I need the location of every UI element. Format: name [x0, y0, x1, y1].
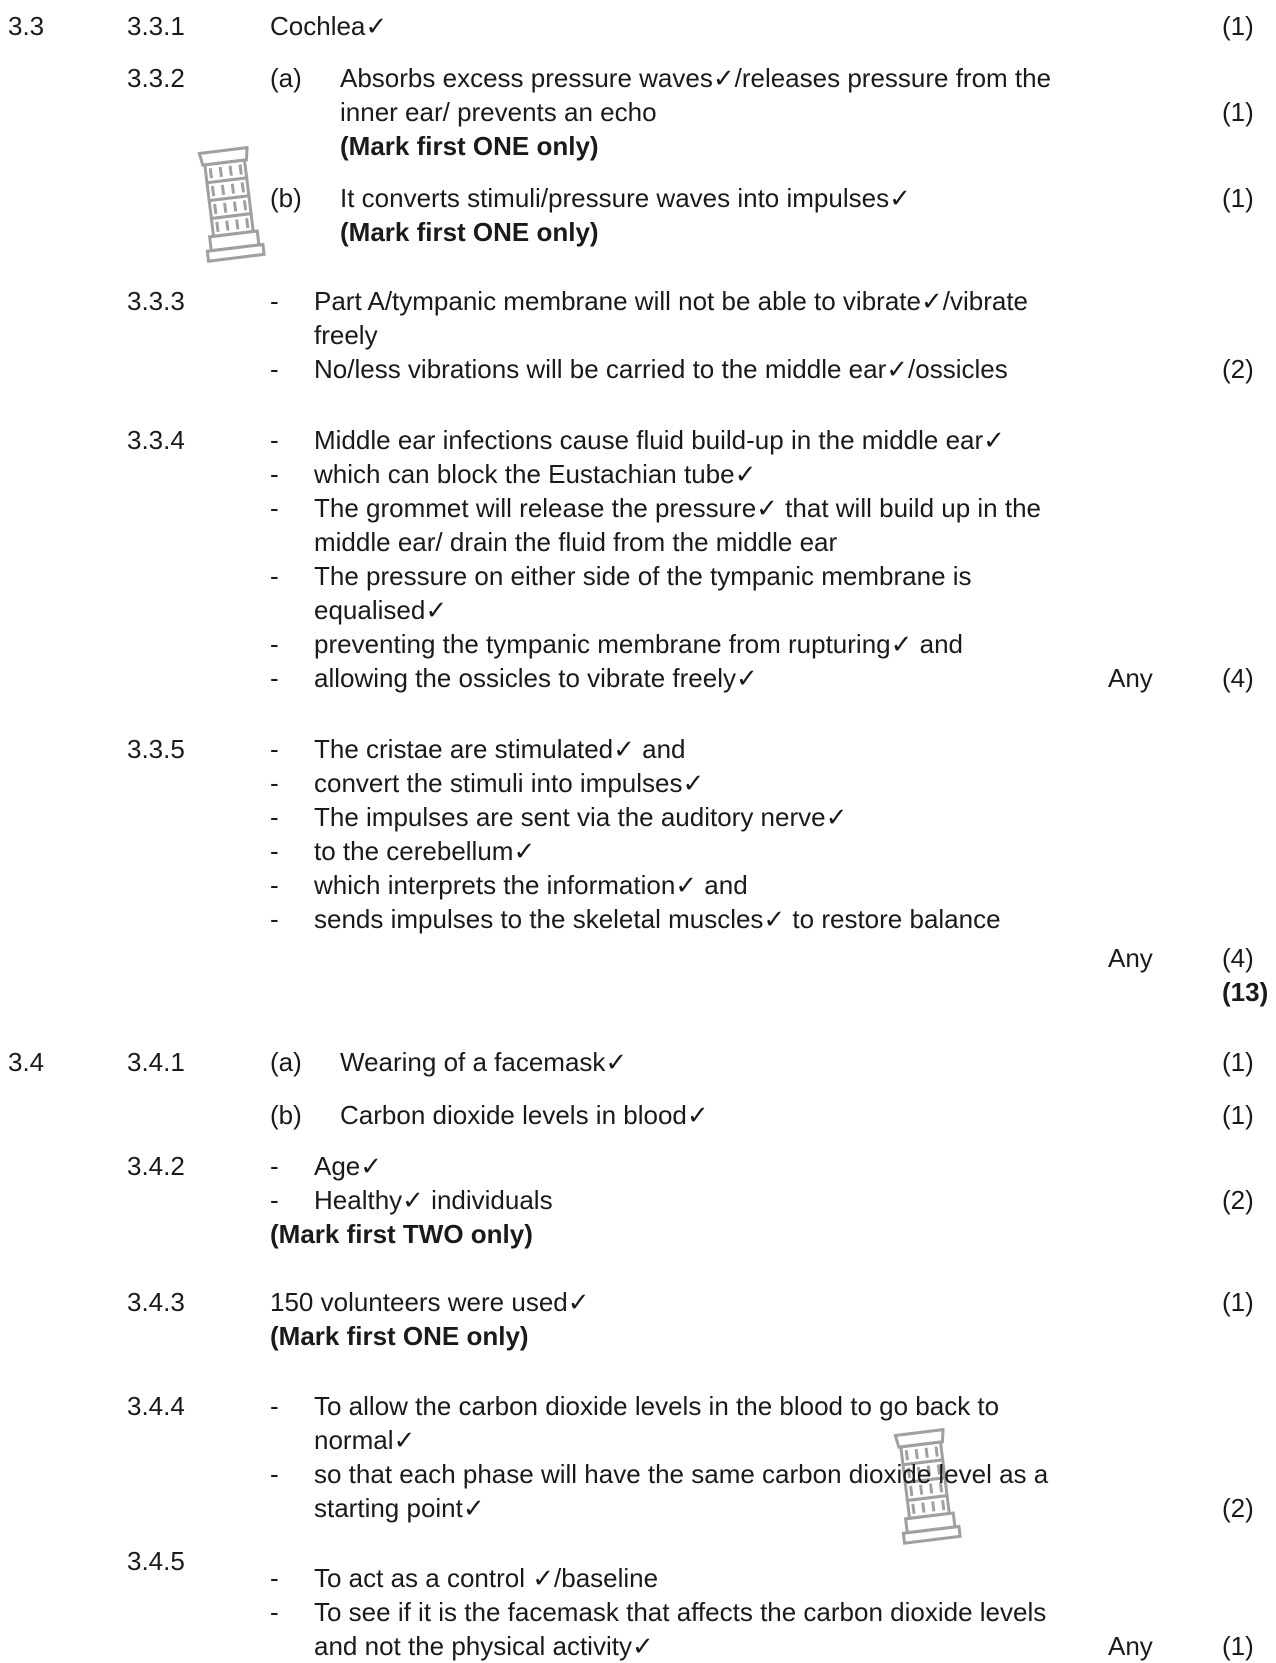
section-total: (13): [1222, 977, 1269, 1007]
sub-question-label: (b): [270, 183, 302, 213]
bullet-dash: -: [270, 904, 279, 934]
mark-value: (1): [1222, 183, 1254, 213]
answer-text: which can block the Eustachian tube✓: [314, 459, 757, 489]
bullet-dash: -: [270, 629, 279, 659]
answer-text: Absorbs excess pressure waves✓/releases pressure from the: [340, 63, 1052, 93]
mark-value: (2): [1222, 1493, 1254, 1523]
mark-value: (1): [1222, 11, 1254, 41]
bullet-dash: -: [270, 802, 279, 832]
question-number: 3.3.3: [127, 286, 185, 316]
answer-text: Wearing of a facemask✓: [340, 1047, 628, 1077]
answer-text: The cristae are stimulated✓ and: [314, 734, 686, 764]
answer-text: Cochlea✓: [270, 11, 388, 41]
bullet-dash: -: [270, 1563, 279, 1593]
marking-note: (Mark first ONE only): [340, 217, 599, 247]
answer-text: sends impulses to the skeletal muscles✓ to restore balance: [314, 904, 1001, 934]
question-number: 3.4.3: [127, 1287, 185, 1317]
any-label: Any: [1108, 943, 1153, 973]
answer-text: 150 volunteers were used✓: [270, 1287, 590, 1317]
answer-text: Age✓: [314, 1151, 383, 1181]
bullet-dash: -: [270, 286, 279, 316]
marking-note: (Mark first ONE only): [270, 1321, 529, 1351]
mark-value: (4): [1222, 943, 1254, 973]
answer-text: middle ear/ drain the fluid from the middle ear: [314, 527, 838, 557]
answer-text: No/less vibrations will be carried to the middle ear✓/ossicles: [314, 354, 1008, 384]
answer-text: The pressure on either side of the tympanic membrane is: [314, 561, 972, 591]
any-label: Any: [1108, 1631, 1153, 1661]
question-number: 3.4.2: [127, 1151, 185, 1181]
answer-text: preventing the tympanic membrane from rupturing✓ and: [314, 629, 963, 659]
answer-text: To see if it is the facemask that affects the carbon dioxide levels: [314, 1597, 1047, 1627]
answer-text: To allow the carbon dioxide levels in the blood to go back to: [314, 1391, 1000, 1421]
bullet-dash: -: [270, 354, 279, 384]
answer-text: inner ear/ prevents an echo: [340, 97, 657, 127]
sub-question-label: (a): [270, 1047, 302, 1077]
bullet-dash: -: [270, 1391, 279, 1421]
answer-text: and not the physical activity✓: [314, 1631, 654, 1661]
answer-text: which interprets the information✓ and: [314, 870, 748, 900]
bullet-dash: -: [270, 870, 279, 900]
marking-note: (Mark first TWO only): [270, 1219, 533, 1249]
mark-value: (1): [1222, 1100, 1254, 1130]
mark-value: (2): [1222, 1185, 1254, 1215]
bullet-dash: -: [270, 1459, 279, 1489]
bullet-dash: -: [270, 459, 279, 489]
answer-text: The impulses are sent via the auditory nerve✓: [314, 802, 848, 832]
section-number: 3.4: [8, 1047, 45, 1077]
question-number: 3.4.5: [127, 1546, 185, 1576]
answer-text: Healthy✓ individuals: [314, 1185, 553, 1215]
bullet-dash: -: [270, 768, 279, 798]
answer-text: so that each phase will have the same carbon dioxide level as a: [314, 1459, 1049, 1489]
mark-value: (1): [1222, 1287, 1254, 1317]
question-number: 3.4.1: [127, 1047, 185, 1077]
bullet-dash: -: [270, 663, 279, 693]
answer-text: equalised✓: [314, 595, 448, 625]
answer-text: starting point✓: [314, 1493, 485, 1523]
leaning-tower-watermark-icon: [192, 136, 270, 276]
answer-text: to the cerebellum✓: [314, 836, 536, 866]
sub-question-label: (b): [270, 1100, 302, 1130]
bullet-dash: -: [270, 734, 279, 764]
answer-text: freely: [314, 320, 378, 350]
mark-value: (1): [1222, 97, 1254, 127]
question-number: 3.3.5: [127, 734, 185, 764]
answer-text: allowing the ossicles to vibrate freely✓: [314, 663, 758, 693]
answer-text: normal✓: [314, 1425, 416, 1455]
answer-text: The grommet will release the pressure✓ that will build up in the: [314, 493, 1042, 523]
answer-text: Part A/tympanic membrane will not be able to vibrate✓/vibrate: [314, 286, 1029, 316]
bullet-dash: -: [270, 425, 279, 455]
sub-question-label: (a): [270, 63, 302, 93]
mark-value: (2): [1222, 354, 1254, 384]
bullet-dash: -: [270, 1185, 279, 1215]
question-number: 3.3.2: [127, 63, 185, 93]
answer-text: It converts stimuli/pressure waves into impulses✓: [340, 183, 911, 213]
bullet-dash: -: [270, 1597, 279, 1627]
answer-text: convert the stimuli into impulses✓: [314, 768, 705, 798]
mark-value: (4): [1222, 663, 1254, 693]
bullet-dash: -: [270, 561, 279, 591]
bullet-dash: -: [270, 836, 279, 866]
answer-text: Middle ear infections cause fluid build-up in the middle ear✓: [314, 425, 1005, 455]
answer-text: Carbon dioxide levels in blood✓: [340, 1100, 709, 1130]
marking-note: (Mark first ONE only): [340, 131, 599, 161]
question-number: 3.3.4: [127, 425, 185, 455]
answer-text: To act as a control ✓/baseline: [314, 1563, 659, 1593]
mark-value: (1): [1222, 1047, 1254, 1077]
mark-value: (1): [1222, 1631, 1254, 1661]
question-number: 3.3.1: [127, 11, 185, 41]
section-number: 3.3: [8, 11, 45, 41]
bullet-dash: -: [270, 1151, 279, 1181]
bullet-dash: -: [270, 493, 279, 523]
question-number: 3.4.4: [127, 1391, 185, 1421]
any-label: Any: [1108, 663, 1153, 693]
